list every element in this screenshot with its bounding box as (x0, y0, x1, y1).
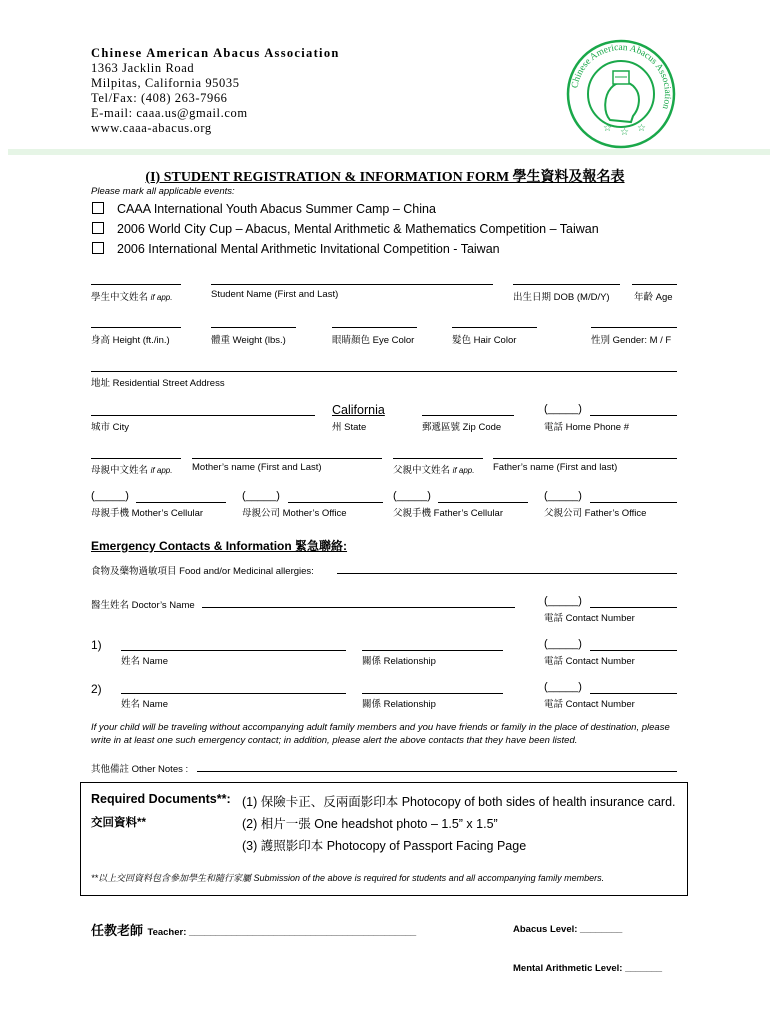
address-line-2: Milpitas, California 95035 (91, 76, 240, 90)
student-name-label: Student Name (First and Last) (211, 289, 339, 300)
state-value[interactable]: California (332, 403, 385, 417)
contact-2-area-code[interactable]: (_____) (544, 681, 582, 693)
mother-name-label: Mother’s name (First and Last) (192, 462, 322, 473)
mother-chinese-name-field[interactable] (91, 458, 181, 459)
contact-1-name-label: 姓名 Name (121, 656, 168, 667)
contact-1-relationship-field[interactable] (362, 650, 503, 651)
doctor-contact-label: 電話 Contact Number (544, 613, 635, 624)
zip-field[interactable] (422, 415, 514, 416)
hair-color-field[interactable] (452, 327, 537, 328)
home-phone-label: 電話 Home Phone # (544, 422, 630, 433)
form-title-text: (I) STUDENT REGISTRATION & INFORMATION FORM 學生資料及報名表 (145, 170, 625, 185)
doctor-area-code[interactable]: (_____) (544, 595, 582, 607)
other-notes-field[interactable] (197, 771, 677, 772)
events-instruction: Please mark all applicable events: (91, 186, 235, 197)
document-item-2: (2) 相片一張 One headshot photo – 1.5” x 1.5” (242, 817, 498, 831)
contact-2-number: 2) (91, 682, 102, 696)
father-cell-area-code[interactable]: (_____) (393, 490, 431, 502)
contact-2-relationship-field[interactable] (362, 693, 503, 694)
mother-chinese-name-label: 母親中文姓名 if app. (91, 465, 173, 476)
age-label: 年齡 Age (634, 292, 673, 303)
email: E-mail: caaa.us@gmail.com (91, 106, 248, 120)
gender-field[interactable] (591, 327, 677, 328)
home-area-code[interactable]: (_____) (544, 403, 582, 415)
mother-cell-label: 母親手機 Mother’s Cellular (91, 508, 204, 519)
mother-office-area-code[interactable]: (_____) (242, 490, 280, 502)
zip-label: 郵遞區號 Zip Code (422, 422, 502, 433)
svg-text:☆: ☆ (637, 123, 646, 134)
svg-text:☆: ☆ (620, 127, 629, 138)
doctor-name-field[interactable] (202, 607, 515, 608)
event-checkbox-2[interactable] (92, 222, 104, 234)
contact-1-number: 1) (91, 638, 102, 652)
form-title (0, 166, 770, 186)
doctor-name-label: 醫生姓名 Doctor’s Name (91, 600, 195, 611)
mental-arithmetic-level-field[interactable]: Mental Arithmetic Level: _______ (513, 963, 663, 974)
required-documents-label: Required Documents**: (91, 792, 231, 806)
hair-color-label: 髮色 Hair Color (452, 335, 517, 346)
father-name-field[interactable] (493, 458, 677, 459)
event-label-1: CAAA International Youth Abacus Summer Camp – China (117, 202, 436, 216)
svg-text:☆: ☆ (603, 123, 612, 134)
contact-2-name-label: 姓名 Name (121, 699, 168, 710)
allergies-label: 食物及藥物過敏項目 Food and/or Medicinal allergies: (91, 566, 314, 577)
address-line-1: 1363 Jacklin Road (91, 61, 195, 75)
contact-1-relationship-label: 關係 Relationship (362, 656, 436, 667)
association-logo (565, 38, 677, 150)
contact-2-relationship-label: 關係 Relationship (362, 699, 436, 710)
student-name-field[interactable] (211, 284, 493, 285)
teacher-field[interactable]: Teacher: ___________________________________________ (147, 927, 417, 938)
event-checkbox-3[interactable] (92, 242, 104, 254)
contact-1-number-label: 電話 Contact Number (544, 656, 635, 667)
teacher-line (91, 920, 416, 940)
city-label: 城市 City (91, 422, 130, 433)
father-office-field[interactable] (590, 502, 677, 503)
contact-2-phone-field[interactable] (590, 693, 677, 694)
dob-label: 出生日期 DOB (M/D/Y) (513, 292, 610, 303)
contact-2-name-field[interactable] (121, 693, 346, 694)
city-field[interactable] (91, 415, 315, 416)
eye-color-label: 眼睛顏色 Eye Color (332, 335, 415, 346)
gender-label: 性別 Gender: M / F (591, 335, 672, 346)
abacus-level-field[interactable]: Abacus Level: ________ (513, 924, 623, 935)
event-checkbox-1[interactable] (92, 202, 104, 214)
contact-2-number-label: 電話 Contact Number (544, 699, 635, 710)
contact-1-phone-field[interactable] (590, 650, 677, 651)
state-label: 州 State (332, 422, 367, 433)
street-address-label: 地址 Residential Street Address (91, 378, 225, 389)
org-name: Chinese American Abacus Association (91, 46, 340, 60)
home-phone-field[interactable] (590, 415, 677, 416)
other-notes-label: 其他備註 Other Notes : (91, 764, 189, 775)
phone: Tel/Fax: (408) 263-7966 (91, 91, 228, 105)
father-cell-label: 父親手機 Father’s Cellular (393, 508, 503, 519)
header-divider (8, 149, 770, 155)
dob-field[interactable] (513, 284, 620, 285)
doctor-phone-field[interactable] (590, 607, 677, 608)
weight-field[interactable] (211, 327, 296, 328)
father-name-label: Father’s name (First and last) (493, 462, 618, 473)
father-office-label: 父親公司 Father’s Office (544, 508, 647, 519)
height-field[interactable] (91, 327, 181, 328)
organization-header (91, 46, 340, 136)
age-field[interactable] (632, 284, 677, 285)
documents-footnote: **以上交回資料包含參加學生和隨行家屬 Submission of the above is required for students and all accompanying family members. (91, 873, 605, 883)
required-documents-label-zh: 交回資料** (91, 817, 146, 829)
street-address-field[interactable] (91, 371, 677, 372)
allergies-field[interactable] (337, 573, 677, 574)
document-item-1: (1) 保險卡正、反兩面影印本 Photocopy of both sides of health insurance card. (242, 795, 676, 809)
mother-name-field[interactable] (192, 458, 382, 459)
mother-cell-field[interactable] (136, 502, 226, 503)
emergency-heading: Emergency Contacts & Information 緊急聯絡: (91, 539, 348, 553)
eye-color-field[interactable] (332, 327, 417, 328)
event-label-2: 2006 World City Cup – Abacus, Mental Arithmetic & Mathematics Competition – Taiwan (117, 222, 599, 236)
logo-ring-text: Chinese American Abacus Association (570, 42, 673, 111)
father-chinese-name-field[interactable] (393, 458, 483, 459)
emergency-note: If your child will be traveling without accompanying adult family members and you have friends or family in the place of destination, please write in at least one such emergency contact; in addition, please alert the above contacts that they have been listed. (91, 722, 670, 746)
weight-label: 體重 Weight (lbs.) (211, 335, 286, 346)
height-label: 身高 Height (ft./in.) (91, 335, 170, 346)
contact-1-name-field[interactable] (121, 650, 346, 651)
event-label-3: 2006 International Mental Arithmetic Invitational Competition - Taiwan (117, 242, 500, 256)
contact-1-area-code[interactable]: (_____) (544, 638, 582, 650)
mother-office-field[interactable] (288, 502, 383, 503)
chinese-name-label: 學生中文姓名 if app. (91, 292, 173, 303)
father-cell-field[interactable] (438, 502, 528, 503)
father-chinese-name-label: 父親中文姓名 if app. (393, 465, 475, 476)
teacher-label-zh: 任教老師 (91, 923, 144, 938)
mother-office-label: 母親公司 Mother’s Office (242, 508, 347, 519)
father-office-area-code[interactable]: (_____) (544, 490, 582, 502)
website: www.caaa-abacus.org (91, 121, 212, 135)
chinese-name-field[interactable] (91, 284, 181, 285)
document-item-3: (3) 護照影印本 Photocopy of Passport Facing Page (242, 839, 527, 853)
mother-cell-area-code[interactable]: (_____) (91, 490, 129, 502)
